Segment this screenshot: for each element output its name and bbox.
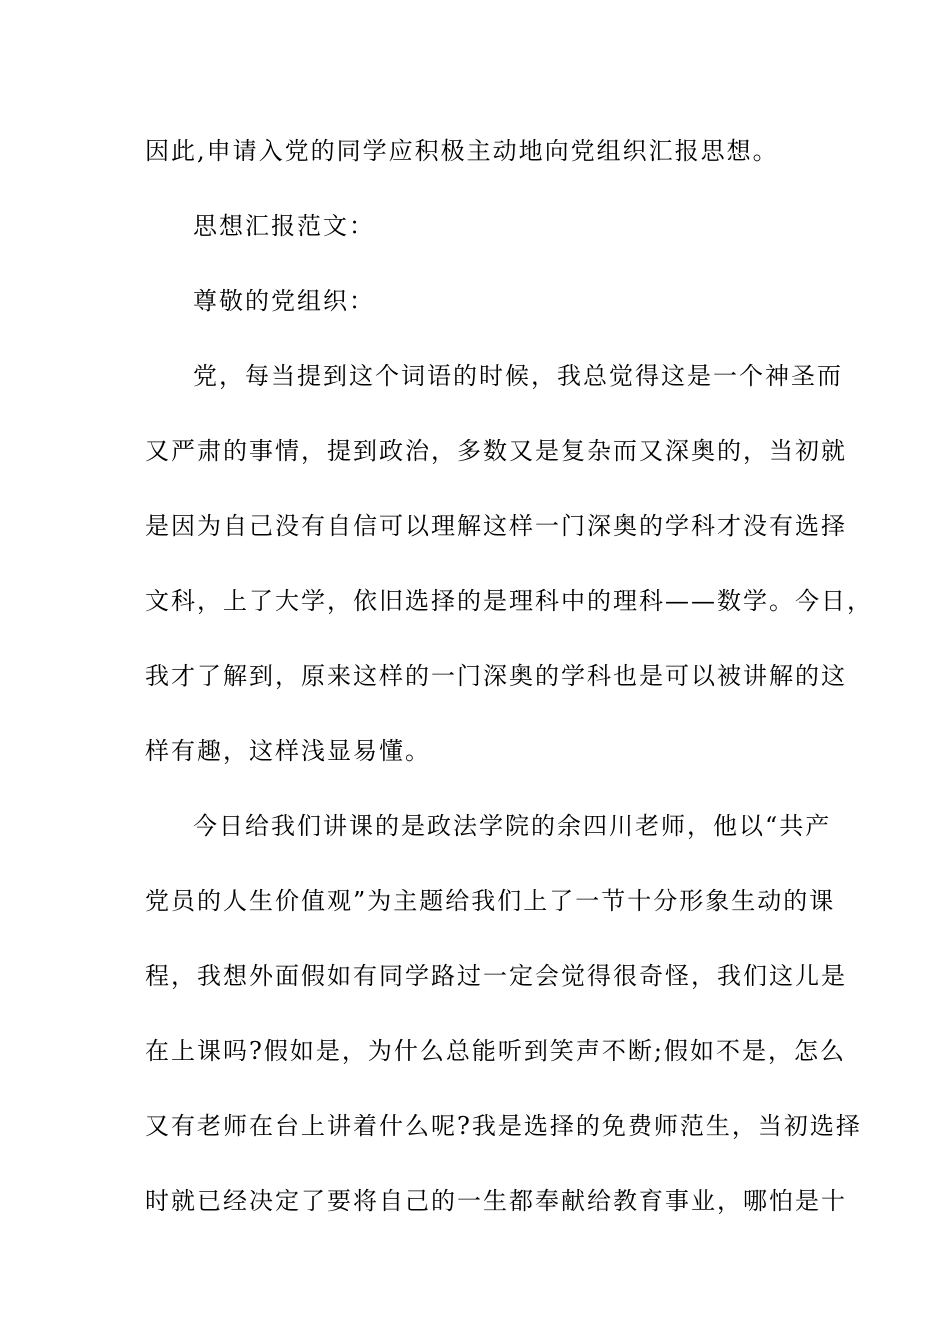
text-line-6: 是因为自己没有自信可以理解这样一门深奥的学科才没有选择 bbox=[145, 512, 847, 540]
text-line-1: 因此,申请入党的同学应积极主动地向党组织汇报思想。 bbox=[145, 137, 779, 165]
text-line-7: 文科，上了大学，依旧选择的是理科中的理科——数学。今日， bbox=[145, 587, 873, 615]
section-heading: 思想汇报范文： bbox=[193, 212, 375, 240]
text-line-4: 党，每当提到这个词语的时候，我总觉得这是一个神圣而 bbox=[193, 362, 843, 390]
salutation: 尊敬的党组织： bbox=[193, 287, 375, 315]
text-line-8: 我才了解到，原来这样的一门深奥的学科也是可以被讲解的这 bbox=[145, 662, 847, 690]
text-line-10: 今日给我们讲课的是政法学院的余四川老师，他以“共产 bbox=[193, 812, 832, 840]
text-line-11: 党员的人生价值观”为主题给我们上了一节十分形象生动的课 bbox=[145, 887, 836, 915]
text-line-13: 在上课吗?假如是，为什么总能听到笑声不断;假如不是，怎么 bbox=[145, 1037, 846, 1065]
text-line-15: 时就已经决定了要将自己的一生都奉献给教育事业，哪怕是十 bbox=[145, 1187, 847, 1215]
text-line-14: 又有老师在台上讲着什么呢?我是选择的免费师范生，当初选择 bbox=[145, 1112, 862, 1140]
text-line-5: 又严肃的事情，提到政治，多数又是复杂而又深奥的，当初就 bbox=[145, 437, 847, 465]
text-line-9: 样有趣，这样浅显易懂。 bbox=[145, 737, 431, 765]
text-line-12: 程，我想外面假如有同学路过一定会觉得很奇怪，我们这儿是 bbox=[145, 962, 847, 990]
